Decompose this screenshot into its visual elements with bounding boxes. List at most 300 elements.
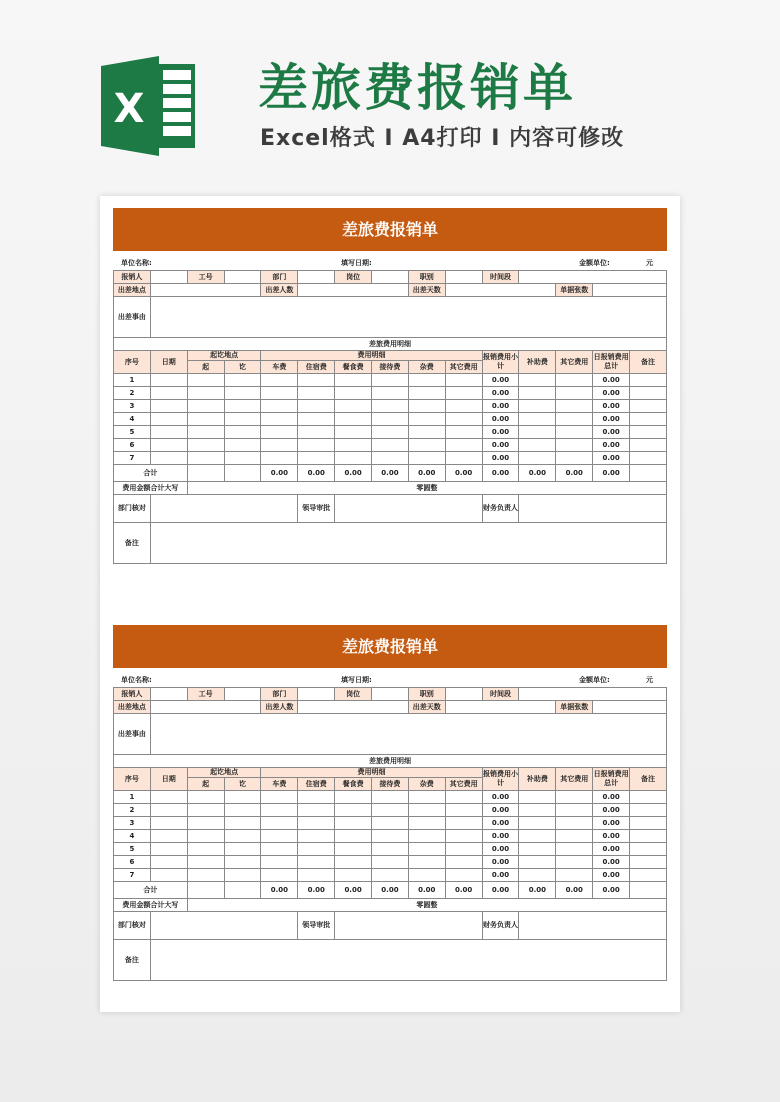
input-cell[interactable] xyxy=(556,843,593,856)
column-header: 日期 xyxy=(150,351,187,374)
field-label: 报销人 xyxy=(114,271,151,284)
input-cell[interactable] xyxy=(519,830,556,843)
input-cell[interactable] xyxy=(630,869,667,882)
input-cell[interactable] xyxy=(224,817,261,830)
column-header: 其它费用 xyxy=(556,768,593,791)
field-label: 部门 xyxy=(261,688,298,701)
total-value: 0.00 xyxy=(445,465,482,482)
total-value: 0.00 xyxy=(556,882,593,899)
total-value: 0.00 xyxy=(261,882,298,899)
dept-check-label: 部门核对 xyxy=(114,495,151,523)
input-cell[interactable] xyxy=(445,843,482,856)
remark-label: 备注 xyxy=(114,940,151,981)
input-cell[interactable] xyxy=(372,426,409,439)
column-header: 起讫地点 xyxy=(187,768,261,778)
input-cell[interactable] xyxy=(445,688,482,701)
input-cell[interactable] xyxy=(445,271,482,284)
input-cell[interactable] xyxy=(408,413,445,426)
input-cell[interactable] xyxy=(150,714,666,755)
input-cell[interactable] xyxy=(335,426,372,439)
input-cell[interactable] xyxy=(556,374,593,387)
input-cell[interactable] xyxy=(150,387,187,400)
input-cell[interactable] xyxy=(224,804,261,817)
total-value: 0.00 xyxy=(335,465,372,482)
input-cell[interactable] xyxy=(519,791,556,804)
input-cell[interactable] xyxy=(556,804,593,817)
input-cell[interactable] xyxy=(519,912,667,940)
input-cell[interactable] xyxy=(298,791,335,804)
input-cell[interactable] xyxy=(298,284,409,297)
input-cell[interactable] xyxy=(224,426,261,439)
input-cell[interactable] xyxy=(372,387,409,400)
input-cell[interactable] xyxy=(335,804,372,817)
table-row xyxy=(114,869,667,882)
input-cell[interactable] xyxy=(261,804,298,817)
input-cell[interactable] xyxy=(187,817,224,830)
input-cell[interactable] xyxy=(408,869,445,882)
input-cell[interactable] xyxy=(519,843,556,856)
input-cell[interactable] xyxy=(224,882,261,899)
input-cell[interactable] xyxy=(630,843,667,856)
input-cell[interactable] xyxy=(224,688,261,701)
daily-total-value: 0.00 xyxy=(593,374,630,387)
input-cell[interactable] xyxy=(593,701,667,714)
input-cell[interactable] xyxy=(408,452,445,465)
row-number: 1 xyxy=(114,791,151,804)
input-cell[interactable] xyxy=(519,688,667,701)
input-cell[interactable] xyxy=(150,843,187,856)
daily-total-value: 0.00 xyxy=(593,452,630,465)
input-cell[interactable] xyxy=(372,869,409,882)
input-cell[interactable] xyxy=(372,688,409,701)
input-cell[interactable] xyxy=(298,701,409,714)
total-value: 0.00 xyxy=(482,882,519,899)
row-number: 2 xyxy=(114,387,151,400)
input-cell[interactable] xyxy=(445,869,482,882)
subtotal-value: 0.00 xyxy=(482,426,519,439)
input-cell[interactable] xyxy=(556,830,593,843)
column-header: 餐食费 xyxy=(335,361,372,374)
input-cell[interactable] xyxy=(150,413,187,426)
input-cell[interactable] xyxy=(372,817,409,830)
input-cell[interactable] xyxy=(630,465,667,482)
input-cell[interactable] xyxy=(298,817,335,830)
input-cell[interactable] xyxy=(519,804,556,817)
column-header: 讫 xyxy=(224,361,261,374)
capital-value: 零圆整 xyxy=(187,899,666,912)
input-cell[interactable] xyxy=(187,426,224,439)
input-cell[interactable] xyxy=(519,271,667,284)
input-cell[interactable] xyxy=(519,856,556,869)
row-number: 6 xyxy=(114,439,151,452)
input-cell[interactable] xyxy=(445,387,482,400)
input-cell[interactable] xyxy=(519,439,556,452)
input-cell[interactable] xyxy=(187,882,224,899)
input-cell[interactable] xyxy=(445,452,482,465)
input-cell[interactable] xyxy=(556,439,593,452)
input-cell[interactable] xyxy=(150,869,187,882)
field-label: 出差天数 xyxy=(408,701,445,714)
total-value: 0.00 xyxy=(519,465,556,482)
input-cell[interactable] xyxy=(298,387,335,400)
column-header: 日报销费用总计 xyxy=(593,768,630,791)
input-cell[interactable] xyxy=(408,843,445,856)
input-cell[interactable] xyxy=(335,856,372,869)
input-cell[interactable] xyxy=(298,830,335,843)
input-cell[interactable] xyxy=(261,452,298,465)
input-cell[interactable] xyxy=(519,400,556,413)
finance-label: 财务负责人 xyxy=(482,495,519,523)
input-cell[interactable] xyxy=(335,791,372,804)
input-cell[interactable] xyxy=(445,374,482,387)
input-cell[interactable] xyxy=(150,400,187,413)
input-cell[interactable] xyxy=(408,804,445,817)
input-cell[interactable] xyxy=(224,387,261,400)
input-cell[interactable] xyxy=(261,439,298,452)
input-cell[interactable] xyxy=(187,856,224,869)
input-cell[interactable] xyxy=(519,869,556,882)
input-cell[interactable] xyxy=(298,271,335,284)
input-cell[interactable] xyxy=(261,387,298,400)
input-cell[interactable] xyxy=(519,817,556,830)
input-cell[interactable] xyxy=(261,413,298,426)
input-cell[interactable] xyxy=(519,413,556,426)
input-cell[interactable] xyxy=(261,426,298,439)
input-cell[interactable] xyxy=(630,882,667,899)
input-cell[interactable] xyxy=(372,452,409,465)
field-label: 报销人 xyxy=(114,688,151,701)
input-cell[interactable] xyxy=(298,843,335,856)
input-cell[interactable] xyxy=(224,413,261,426)
input-cell[interactable] xyxy=(445,284,556,297)
input-cell[interactable] xyxy=(556,413,593,426)
input-cell[interactable] xyxy=(187,465,224,482)
input-cell[interactable] xyxy=(630,791,667,804)
daily-total-value: 0.00 xyxy=(593,387,630,400)
table-row xyxy=(114,426,667,439)
input-cell[interactable] xyxy=(224,452,261,465)
input-cell[interactable] xyxy=(150,495,297,523)
reimbursement-table xyxy=(113,270,667,564)
input-cell[interactable] xyxy=(224,271,261,284)
table-row xyxy=(114,804,667,817)
subtotal-value: 0.00 xyxy=(482,439,519,452)
input-cell[interactable] xyxy=(445,426,482,439)
input-cell[interactable] xyxy=(150,374,187,387)
total-value: 0.00 xyxy=(445,882,482,899)
input-cell[interactable] xyxy=(150,452,187,465)
input-cell[interactable] xyxy=(298,374,335,387)
column-header: 费用明细 xyxy=(261,768,482,778)
input-cell[interactable] xyxy=(335,843,372,856)
input-cell[interactable] xyxy=(630,413,667,426)
input-cell[interactable] xyxy=(372,804,409,817)
input-cell[interactable] xyxy=(408,791,445,804)
total-value: 0.00 xyxy=(408,882,445,899)
yuan-label: 元 xyxy=(646,676,653,684)
input-cell[interactable] xyxy=(630,387,667,400)
input-cell[interactable] xyxy=(298,804,335,817)
input-cell[interactable] xyxy=(150,817,187,830)
input-cell[interactable] xyxy=(224,830,261,843)
input-cell[interactable] xyxy=(150,271,187,284)
input-cell[interactable] xyxy=(224,869,261,882)
input-cell[interactable] xyxy=(298,452,335,465)
field-label: 单据张数 xyxy=(556,284,593,297)
input-cell[interactable] xyxy=(630,400,667,413)
form-meta xyxy=(113,251,667,270)
reason-label: 出差事由 xyxy=(114,297,151,338)
input-cell[interactable] xyxy=(445,400,482,413)
input-cell[interactable] xyxy=(408,400,445,413)
input-cell[interactable] xyxy=(593,284,667,297)
column-header: 接待费 xyxy=(372,361,409,374)
subtotal-value: 0.00 xyxy=(482,400,519,413)
input-cell[interactable] xyxy=(519,387,556,400)
row-number: 3 xyxy=(114,400,151,413)
input-cell[interactable] xyxy=(224,400,261,413)
input-cell[interactable] xyxy=(372,791,409,804)
input-cell[interactable] xyxy=(298,856,335,869)
total-value: 0.00 xyxy=(372,465,409,482)
column-header: 车费 xyxy=(261,778,298,791)
input-cell[interactable] xyxy=(187,387,224,400)
input-cell[interactable] xyxy=(630,439,667,452)
input-cell[interactable] xyxy=(150,297,666,338)
daily-total-value: 0.00 xyxy=(593,856,630,869)
input-cell[interactable] xyxy=(298,413,335,426)
input-cell[interactable] xyxy=(445,804,482,817)
input-cell[interactable] xyxy=(261,791,298,804)
input-cell[interactable] xyxy=(335,400,372,413)
table-row xyxy=(114,452,667,465)
input-cell[interactable] xyxy=(298,400,335,413)
capital-label: 费用金额合计大写 xyxy=(114,899,188,912)
field-label: 时间段 xyxy=(482,271,519,284)
input-cell[interactable] xyxy=(335,374,372,387)
input-cell[interactable] xyxy=(445,791,482,804)
input-cell[interactable] xyxy=(261,817,298,830)
remark-label: 备注 xyxy=(114,523,151,564)
input-cell[interactable] xyxy=(519,374,556,387)
input-cell[interactable] xyxy=(519,426,556,439)
input-cell[interactable] xyxy=(372,830,409,843)
input-cell[interactable] xyxy=(150,912,297,940)
input-cell[interactable] xyxy=(261,869,298,882)
total-value: 0.00 xyxy=(556,465,593,482)
input-cell[interactable] xyxy=(556,387,593,400)
subtotal-value: 0.00 xyxy=(482,413,519,426)
input-cell[interactable] xyxy=(408,439,445,452)
column-header: 报销费用小计 xyxy=(482,351,519,374)
input-cell[interactable] xyxy=(224,791,261,804)
row-number: 2 xyxy=(114,804,151,817)
total-value: 0.00 xyxy=(372,882,409,899)
subtotal-value: 0.00 xyxy=(482,869,519,882)
input-cell[interactable] xyxy=(224,856,261,869)
input-cell[interactable] xyxy=(445,856,482,869)
input-cell[interactable] xyxy=(298,688,335,701)
input-cell[interactable] xyxy=(408,830,445,843)
input-cell[interactable] xyxy=(187,452,224,465)
form-paper xyxy=(100,196,680,1012)
input-cell[interactable] xyxy=(261,374,298,387)
column-header: 报销费用小计 xyxy=(482,768,519,791)
input-cell[interactable] xyxy=(187,869,224,882)
column-header: 序号 xyxy=(114,768,151,791)
daily-total-value: 0.00 xyxy=(593,791,630,804)
row-number: 6 xyxy=(114,856,151,869)
form-title: 差旅费报销单 xyxy=(113,625,667,668)
daily-total-value: 0.00 xyxy=(593,804,630,817)
input-cell[interactable] xyxy=(298,869,335,882)
input-cell[interactable] xyxy=(408,856,445,869)
subtotal-value: 0.00 xyxy=(482,452,519,465)
input-cell[interactable] xyxy=(445,817,482,830)
input-cell[interactable] xyxy=(372,856,409,869)
input-cell[interactable] xyxy=(556,452,593,465)
leader-approve-label: 领导审批 xyxy=(298,495,335,523)
input-cell[interactable] xyxy=(519,495,667,523)
input-cell[interactable] xyxy=(150,791,187,804)
input-cell[interactable] xyxy=(224,843,261,856)
input-cell[interactable] xyxy=(630,817,667,830)
total-value: 0.00 xyxy=(335,882,372,899)
input-cell[interactable] xyxy=(187,400,224,413)
input-cell[interactable] xyxy=(372,400,409,413)
leader-approve-label: 领导审批 xyxy=(298,912,335,940)
input-cell[interactable] xyxy=(630,856,667,869)
total-label: 合计 xyxy=(114,882,188,899)
input-cell[interactable] xyxy=(556,426,593,439)
table-row xyxy=(114,817,667,830)
input-cell[interactable] xyxy=(372,413,409,426)
yuan-label: 元 xyxy=(646,259,653,267)
input-cell[interactable] xyxy=(150,856,187,869)
input-cell[interactable] xyxy=(335,495,482,523)
row-number: 1 xyxy=(114,374,151,387)
input-cell[interactable] xyxy=(335,452,372,465)
input-cell[interactable] xyxy=(408,387,445,400)
input-cell[interactable] xyxy=(150,284,261,297)
input-cell[interactable] xyxy=(335,439,372,452)
input-cell[interactable] xyxy=(556,869,593,882)
input-cell[interactable] xyxy=(261,830,298,843)
input-cell[interactable] xyxy=(298,426,335,439)
total-value: 0.00 xyxy=(482,465,519,482)
input-cell[interactable] xyxy=(408,374,445,387)
input-cell[interactable] xyxy=(150,688,187,701)
column-header: 其它费用 xyxy=(445,778,482,791)
input-cell[interactable] xyxy=(408,817,445,830)
input-cell[interactable] xyxy=(261,856,298,869)
input-cell[interactable] xyxy=(372,271,409,284)
input-cell[interactable] xyxy=(187,830,224,843)
input-cell[interactable] xyxy=(556,856,593,869)
input-cell[interactable] xyxy=(335,817,372,830)
input-cell[interactable] xyxy=(187,413,224,426)
input-cell[interactable] xyxy=(150,439,187,452)
input-cell[interactable] xyxy=(335,413,372,426)
input-cell[interactable] xyxy=(335,869,372,882)
input-cell[interactable] xyxy=(556,791,593,804)
column-header: 补助费 xyxy=(519,768,556,791)
input-cell[interactable] xyxy=(150,426,187,439)
input-cell[interactable] xyxy=(150,523,666,564)
input-cell[interactable] xyxy=(556,400,593,413)
input-cell[interactable] xyxy=(630,804,667,817)
banner-subtitle: Excel格式 I A4打印 I 内容可修改 xyxy=(260,126,625,151)
input-cell[interactable] xyxy=(445,439,482,452)
input-cell[interactable] xyxy=(261,843,298,856)
form-2 xyxy=(113,625,667,981)
input-cell[interactable] xyxy=(372,374,409,387)
input-cell[interactable] xyxy=(187,374,224,387)
input-cell[interactable] xyxy=(187,439,224,452)
input-cell[interactable] xyxy=(150,701,261,714)
input-cell[interactable] xyxy=(187,804,224,817)
input-cell[interactable] xyxy=(630,426,667,439)
input-cell[interactable] xyxy=(150,830,187,843)
input-cell[interactable] xyxy=(150,940,666,981)
capital-label: 费用金额合计大写 xyxy=(114,482,188,495)
input-cell[interactable] xyxy=(408,426,445,439)
column-header: 杂费 xyxy=(408,361,445,374)
total-value: 0.00 xyxy=(519,882,556,899)
input-cell[interactable] xyxy=(335,830,372,843)
input-cell[interactable] xyxy=(224,439,261,452)
row-number: 4 xyxy=(114,830,151,843)
field-label: 部门 xyxy=(261,271,298,284)
input-cell[interactable] xyxy=(630,452,667,465)
input-cell[interactable] xyxy=(372,843,409,856)
row-number: 7 xyxy=(114,869,151,882)
input-cell[interactable] xyxy=(261,400,298,413)
input-cell[interactable] xyxy=(150,804,187,817)
section-title: 差旅费用明细 xyxy=(114,338,667,351)
table-row xyxy=(114,439,667,452)
daily-total-value: 0.00 xyxy=(593,439,630,452)
input-cell[interactable] xyxy=(335,387,372,400)
total-value: 0.00 xyxy=(298,882,335,899)
subtotal-value: 0.00 xyxy=(482,830,519,843)
input-cell[interactable] xyxy=(187,843,224,856)
input-cell[interactable] xyxy=(519,452,556,465)
input-cell[interactable] xyxy=(372,439,409,452)
table-row xyxy=(114,413,667,426)
input-cell[interactable] xyxy=(445,413,482,426)
input-cell[interactable] xyxy=(298,439,335,452)
input-cell[interactable] xyxy=(187,791,224,804)
input-cell[interactable] xyxy=(445,701,556,714)
daily-total-value: 0.00 xyxy=(593,817,630,830)
capital-value: 零圆整 xyxy=(187,482,666,495)
unit-name-label: 单位名称: xyxy=(121,676,152,684)
subtotal-value: 0.00 xyxy=(482,791,519,804)
form-1 xyxy=(113,208,667,564)
input-cell[interactable] xyxy=(630,830,667,843)
row-number: 3 xyxy=(114,817,151,830)
input-cell[interactable] xyxy=(445,830,482,843)
field-label: 工号 xyxy=(187,271,224,284)
table-row xyxy=(114,387,667,400)
input-cell[interactable] xyxy=(630,374,667,387)
column-header: 起 xyxy=(187,361,224,374)
input-cell[interactable] xyxy=(556,817,593,830)
input-cell[interactable] xyxy=(335,912,482,940)
input-cell[interactable] xyxy=(224,465,261,482)
input-cell[interactable] xyxy=(224,374,261,387)
